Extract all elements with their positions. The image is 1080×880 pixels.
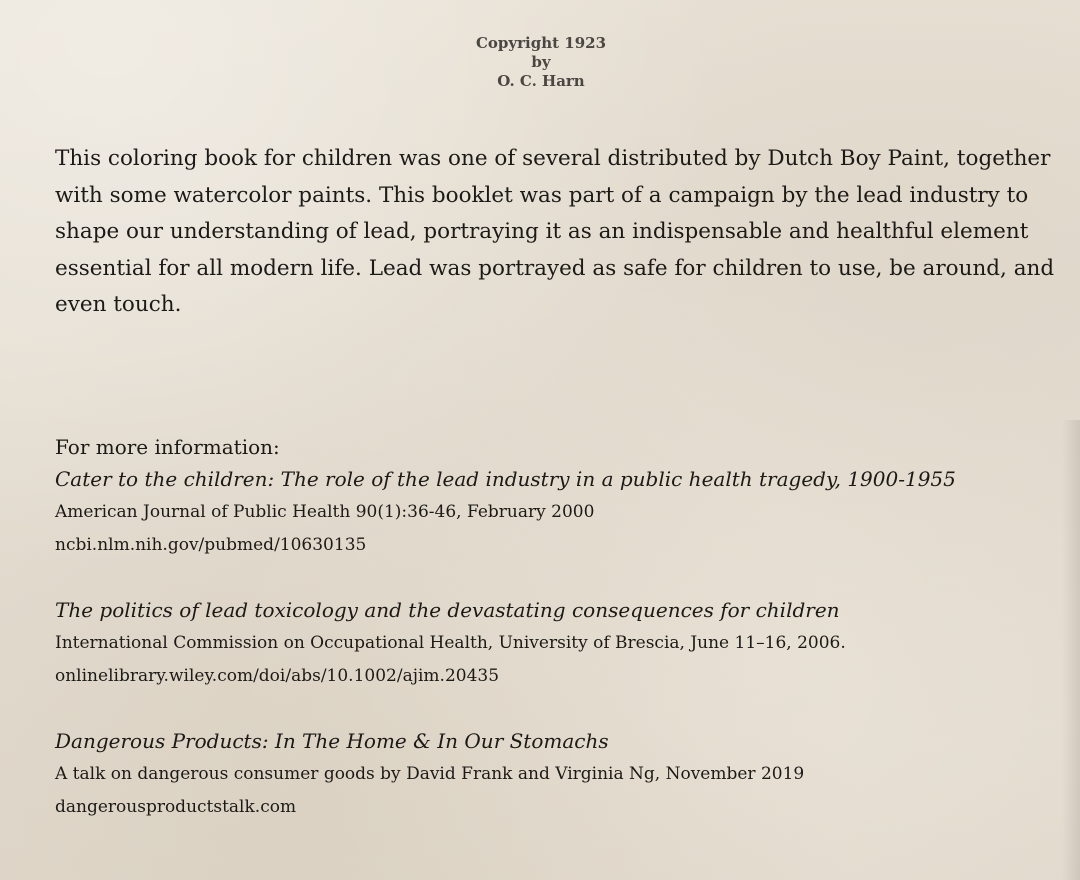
reference-source: International Commission on Occupational Health, University of Brescia, June 11–16, 2006. (55, 633, 846, 653)
copyright-notice (0, 34, 1080, 91)
reference-source: American Journal of Public Health 90(1):36-46, February 2000 (55, 502, 595, 522)
reference-item (55, 725, 1065, 824)
reference-source: A talk on dangerous consumer goods by David Frank and Virginia Ng, November 2019 (55, 764, 805, 784)
reference-title: The politics of lead toxicology and the devastating consequences for children (55, 598, 840, 622)
copyright-year: Copyright 1923 (475, 34, 607, 52)
more-information-label: For more information: (55, 435, 280, 459)
reference-link[interactable]: ncbi.nlm.nih.gov/pubmed/10630135 (55, 535, 367, 555)
reference-title: Cater to the children: The role of the lead industry in a public health tragedy, 1900-1955 (55, 467, 956, 491)
reference-item (55, 594, 1065, 693)
copyright-by: by (531, 53, 551, 71)
intro-paragraph: This coloring book for children was one of several distributed by Dutch Boy Paint, together with some watercolor paints. This booklet was part of a campaign by the lead industry to shape our understanding of lead, portraying it as an indispensable and healthful element essential for all modern life. Lead was portrayed as safe for children to use, be around, and even touch. (55, 146, 1055, 317)
copyright-author: O. C. Harn (497, 72, 585, 90)
reference-item (55, 463, 1065, 562)
more-information-section (55, 431, 1065, 824)
reference-link[interactable]: onlinelibrary.wiley.com/doi/abs/10.1002/ajim.20435 (55, 666, 500, 686)
reference-title: Dangerous Products: In The Home & In Our Stomachs (55, 729, 609, 753)
reference-link[interactable]: dangerousproductstalk.com (55, 797, 297, 817)
